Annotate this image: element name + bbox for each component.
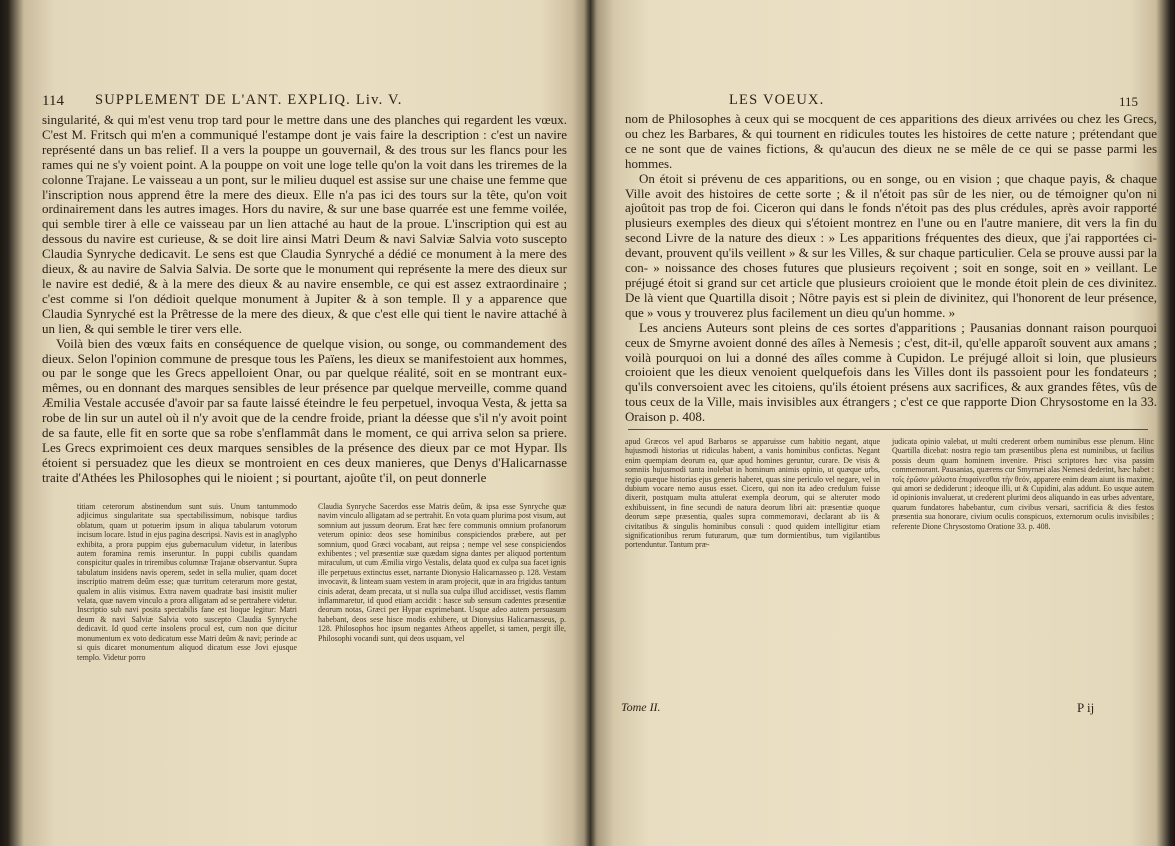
- left-footnote-col-1: titiam ceterorum abstinendum sunt suis. Unum tantummodo adjicimus singularitate sua spectabilissimum, nobisque tardius oblatum, quam ut potuerim ipsum in aliqua tabularum votorum incisum locare. Istud in ejus pagina descripsi. Navis est in anaglypho exhibita, a prora puppim ejus gubernaculum videtur, in lateribus autem foramina remis inseruntur. In puppi cubilis quandam conspicitur quales in triremibus columnæ Trajanæ observantur. Supra tabulatum insidens navis operem, sedet in sella mulier, quam docet inscriptio matrem deûm esse; quæ turritum ceterarum more gestat, qualem in aliis visimus. Extra navem quadratæ basi insistit mulier velata, quæ navem vinculo a prora alligatam ad se pertrahere videtur. Inscriptio sub navi posita spectabilis fane est lioque legitur: Matri deum & navi Salviæ Salvia voto suscepto Claudia Synryche dedicavit. Id quod certe insolens procul est, cum non que dicitur monumentum ex voto dedicatum esse Matri deûm & navi; perinde ac si quis dicaret monumentum aliquod dicatum esse Jovi ejusque templo. Videtur porro: [77, 502, 297, 662]
- right-footnote-col-1: apud Græcos vel apud Barbaros se apparuisse cum habitio negant, atque hujusmodi historias ut ridiculas habent, a vanis hominibus confictas. Negant enim quempiam deorum ea, quæ apud homines geruntur, curare. De visis & somniis hujusmodi tanta inolebat in hominum animis opinio, ut quæque urbs, regio quæque historias ejus generis haberet, quas sine periculo vel negare, vel in dubium vocare nemo ausus esset. Cicero, qui non ita adeo credulum fuisse dixerit, postquam multa attulerat exempla deorum, qui se alteruter modo exhibuissent, in fine secundi de natura deorum libri ait: præsentiæ quoque deorum sæpe præsentia, quales supra commemoravi, declarant ab iis & civitatibus & singulis hominibus consuli : quod quidem intelligitur etiam significationibus rerum futurarum, quæ tum dormientibus, tum vigilantibus portenduntur. Tantum præ-: [625, 437, 880, 550]
- right-page: [590, 0, 1175, 846]
- right-page-number: 115: [1119, 94, 1139, 109]
- left-paragraph-1: singularité, & qui m'est venu trop tard pour le mettre dans une des planches qui regardent les vœux. C'est M. Fritsch qui m'en a communiqué l'estampe dont je vais faire la description : c'est un navire représenté dans un bas relief. Il a vers la pouppe un gouvernail, & des trous sur les flancs pour les rames qui ne s'y voient point. A la pouppe on voit une loge telle qu'on la voit dans les triremes de la colonne Trajane. Le vaisseau a un pont, sur le milieu duquel est assise sur une chaise une femme que l'inscription nous apprend être la mere des dieux. Elle n'a pas ici des tours sur la tête, qu'on voit ordinairement dans les autres images. Hors du navire, & sur une base quarrée est une femme voilée, qui semble tirer à elle ce vaisseau par un lien attaché au haut de la proue. L'inscription qui est au dessous du navire est curieuse, & se doit lire ainsi Matri Deum & navi Salviæ Salvia voto suscepto Claudia Synryche dedicavit. Le sens est que Claudia Synryché a dédié ce monument à la mere des dieux, & au navire de Salvia Salvia. De sorte que le monument qui représente la mere des dieux sur le navire est dedié, & à la mere des dieux & au navire ensemble, ce qui est assez extraordinaire ; c'est comme si l'on dédioit quelque monument à Jupiter & à son temple. Il y a apparence que Claudia Synryché est la Prêtresse de la mere des dieux, & que c'est elle qui tient le navire attaché à un lien, & qui semble le tirer vers elle.: [42, 112, 567, 336]
- left-page-number: 114: [42, 93, 64, 109]
- right-paragraph-2: On étoit si prévenu de ces apparitions, ou en songe, ou en vision ; que chaque payis, & chaque Ville avoit des histoires de cette sorte ; & il n'étoit pas sûr de les nier, ou de témoigner qu'on ni ajoûtoit pas trop de foi. Ciceron qui dans le fonds n'étoit pas des plus crédules, après avoir rapporté plusieurs exemples des dieux qui s'étoient montrez en l'une ou en l'autre maniere, dit vers la fin du second Livre de la nature des dieux : » Les apparitions fréquentes des dieux, que j'ai rapportées ci-devant, prouvent qu'ils veillent » & sur les Villes, & sur chaque particulier. Cela se prouve aussi par la con- » noissance des choses futures que plusieurs reçoivent ; soit en songe, soit en » veillant. Le préjugé étoit si grand sur cet article que plusieurs croioient que le monde étoit plein de ces divinitez. De là vient que Quartilla disoit ; Nôtre payis est si plein de divinitez, qui l'honorent de leur présence, que » vous y trouverez plus facilement un dieu qu'un homme. »: [625, 170, 1157, 320]
- signature-mark: P ij: [1077, 700, 1095, 715]
- right-paragraph-3: Les anciens Auteurs sont pleins de ces sortes d'apparitions ; Pausanias donnant raison pourquoi ceux de Smyrne avoient donné des aîles à Nemesis ; c'est, dit-il, qu'elle apparoît souvent aux amans ; voilà pourquoi on lui a donné des aîles comme à Cupidon. Le préjugé alloit si loin, que plusieurs croioient que les dieux venoient quelquefois dans les Villes dont ils passoient pour les fondateurs ; qu'ils conversoient avec les citoiens, qu'ils étoient présens aux sacrifices, & aux grandes fêtes, vûs de tous ceux de la Ville, mais invisibles aux étrangers ; c'est ce que rapporte Dion Chrysostome en la 33. Oraison p. 408.: [625, 319, 1157, 425]
- right-footnote-col-2: judicata opinio valebat, ut multi crederent orbem numinibus esse plenum. Hinc Quartilla dicebat: nostra regio tam præsentibus plena est numinibus, ut facilius possis deum quam hominem invenire. Prisci scriptores hæc visa passim commemorant. Pausanias, quærens cur Smyrnæi alas Nemesi dederint, hæc habet : τοῖς ἐρῶσιν μάλιστα ἐπιφαίνεσθαι τὴν θεόν, apparere enim deam aiunt iis maxime, qui amori se dediderunt ; ideoque illi, ut & Cupidini, alas addunt. Eo usque autem id opinionis invaluerat, ut crederent plurimi deos aliquando in eas urbes adventare, quarum fundatores habebantur, cum civibus versari, sacrificia & dies festos præsentia sua honorare, civium oculis conspicuos, externorum oculis invisibiles ; referente Dione Chrysostomo Oratione 33. p. 408.: [892, 437, 1154, 531]
- book-gutter: [584, 0, 596, 846]
- left-body-text: [42, 113, 567, 486]
- right-body-text: [625, 112, 1157, 425]
- left-running-head: SUPPLEMENT DE L'ANT. EXPLIQ. Liv. V.: [95, 92, 403, 108]
- left-paragraph-2: Voilà bien des vœux faits en conséquence de quelque vision, ou songe, ou commandement des dieux. Selon l'opinion commune de presque tous les Païens, les dieux se manifestoient aux hommes, ou par le songe que les Grecs appelloient Onar, ou par quelque réalité, soit en se montrant eux-mêmes, ou en donnant des marques sensibles de leur présence par quelque merveille, comme quand Æmilia Vestale accusée d'avoir par sa faute laissé éteindre le feu perpetuel, invoqua Vesta, & jetta sa robe de lin sur un autel où il n'y avoit que de la cendre froide, priant la déesse que s'il n'y avoit point de sa faute, elle fit en sorte que sa robe s'enflammât dans le moment, ce qui arriva selon sa priere. Les Grecs exprimoient ces deux marques sensibles de la présence des dieux par ce mot Hypar. Ils étoient si persuadez que les dieux se montroient en ces deux manieres, que Denys d'Halicarnasse traite d'Athées les Philosophes qui le nioient ; si pourtant, ajoûte t'il, on peut donnerle: [42, 335, 567, 485]
- volume-signature: Tome II.: [621, 700, 661, 714]
- right-running-head: LES VOEUX.: [729, 92, 825, 108]
- left-footnote-col-2: Claudia Synryche Sacerdos esse Matris deûm, & ipsa esse Synryche quæ navim vinculo alligatam ad se pertrahit. En vota quam plurima post visum, aut somnium aut jussum deorum. Erat hæc fere communis omnium profanorum veterum opinio: deos sese hominibus conspiciendos præbere, aut per somnium, quod Græci vocabant, aut reipsa ; nempe vel sese conspiciendos exhibentes ; vel præsentiæ suæ quædam signa dantes per aliquod portentum miraculum, ut cum Æmilia virgo Vestalis, delata quod ex culpa sua facet ignis ille perpetuus extinctus esset, narrante Dionysio Halicarnasseo p. 128. Vestam invocavit, & linteam suam vestem in aram projecit, quæ in ara frigidus tantum cinis aderat, deam precata, ut si nulla sua culpa illud accidisset, vestis flamm inflammaretur, id quod etiam accidit : hasce sub sensum cadentes præsentiæ deorum notas, Græci per Hypar exprimebant. Usque adeo autem persuasum habebant, deos sese hisce modis exhibere, ut Dionysius Halicarnasseus, p. 128. Philosophos hoc ipsum negantes Atheos appellet, si tamen, pergit ille, Philosophi vocandi sunt, qui deos usquam, vel: [318, 502, 566, 643]
- footnote-separator-rule: [628, 429, 1148, 430]
- right-paragraph-1: nom de Philosophes à ceux qui se mocquent de ces apparitions des dieux arrivées ou chez les Grecs, ou chez les Barbares, & qui tournent en ridicules toutes les histoires de cette nature ; prétendant que ce ne sont que de vaines fictions, & qu'aucun des dieux ne se mêle de ce qui se passe parmi les hommes.: [625, 111, 1157, 171]
